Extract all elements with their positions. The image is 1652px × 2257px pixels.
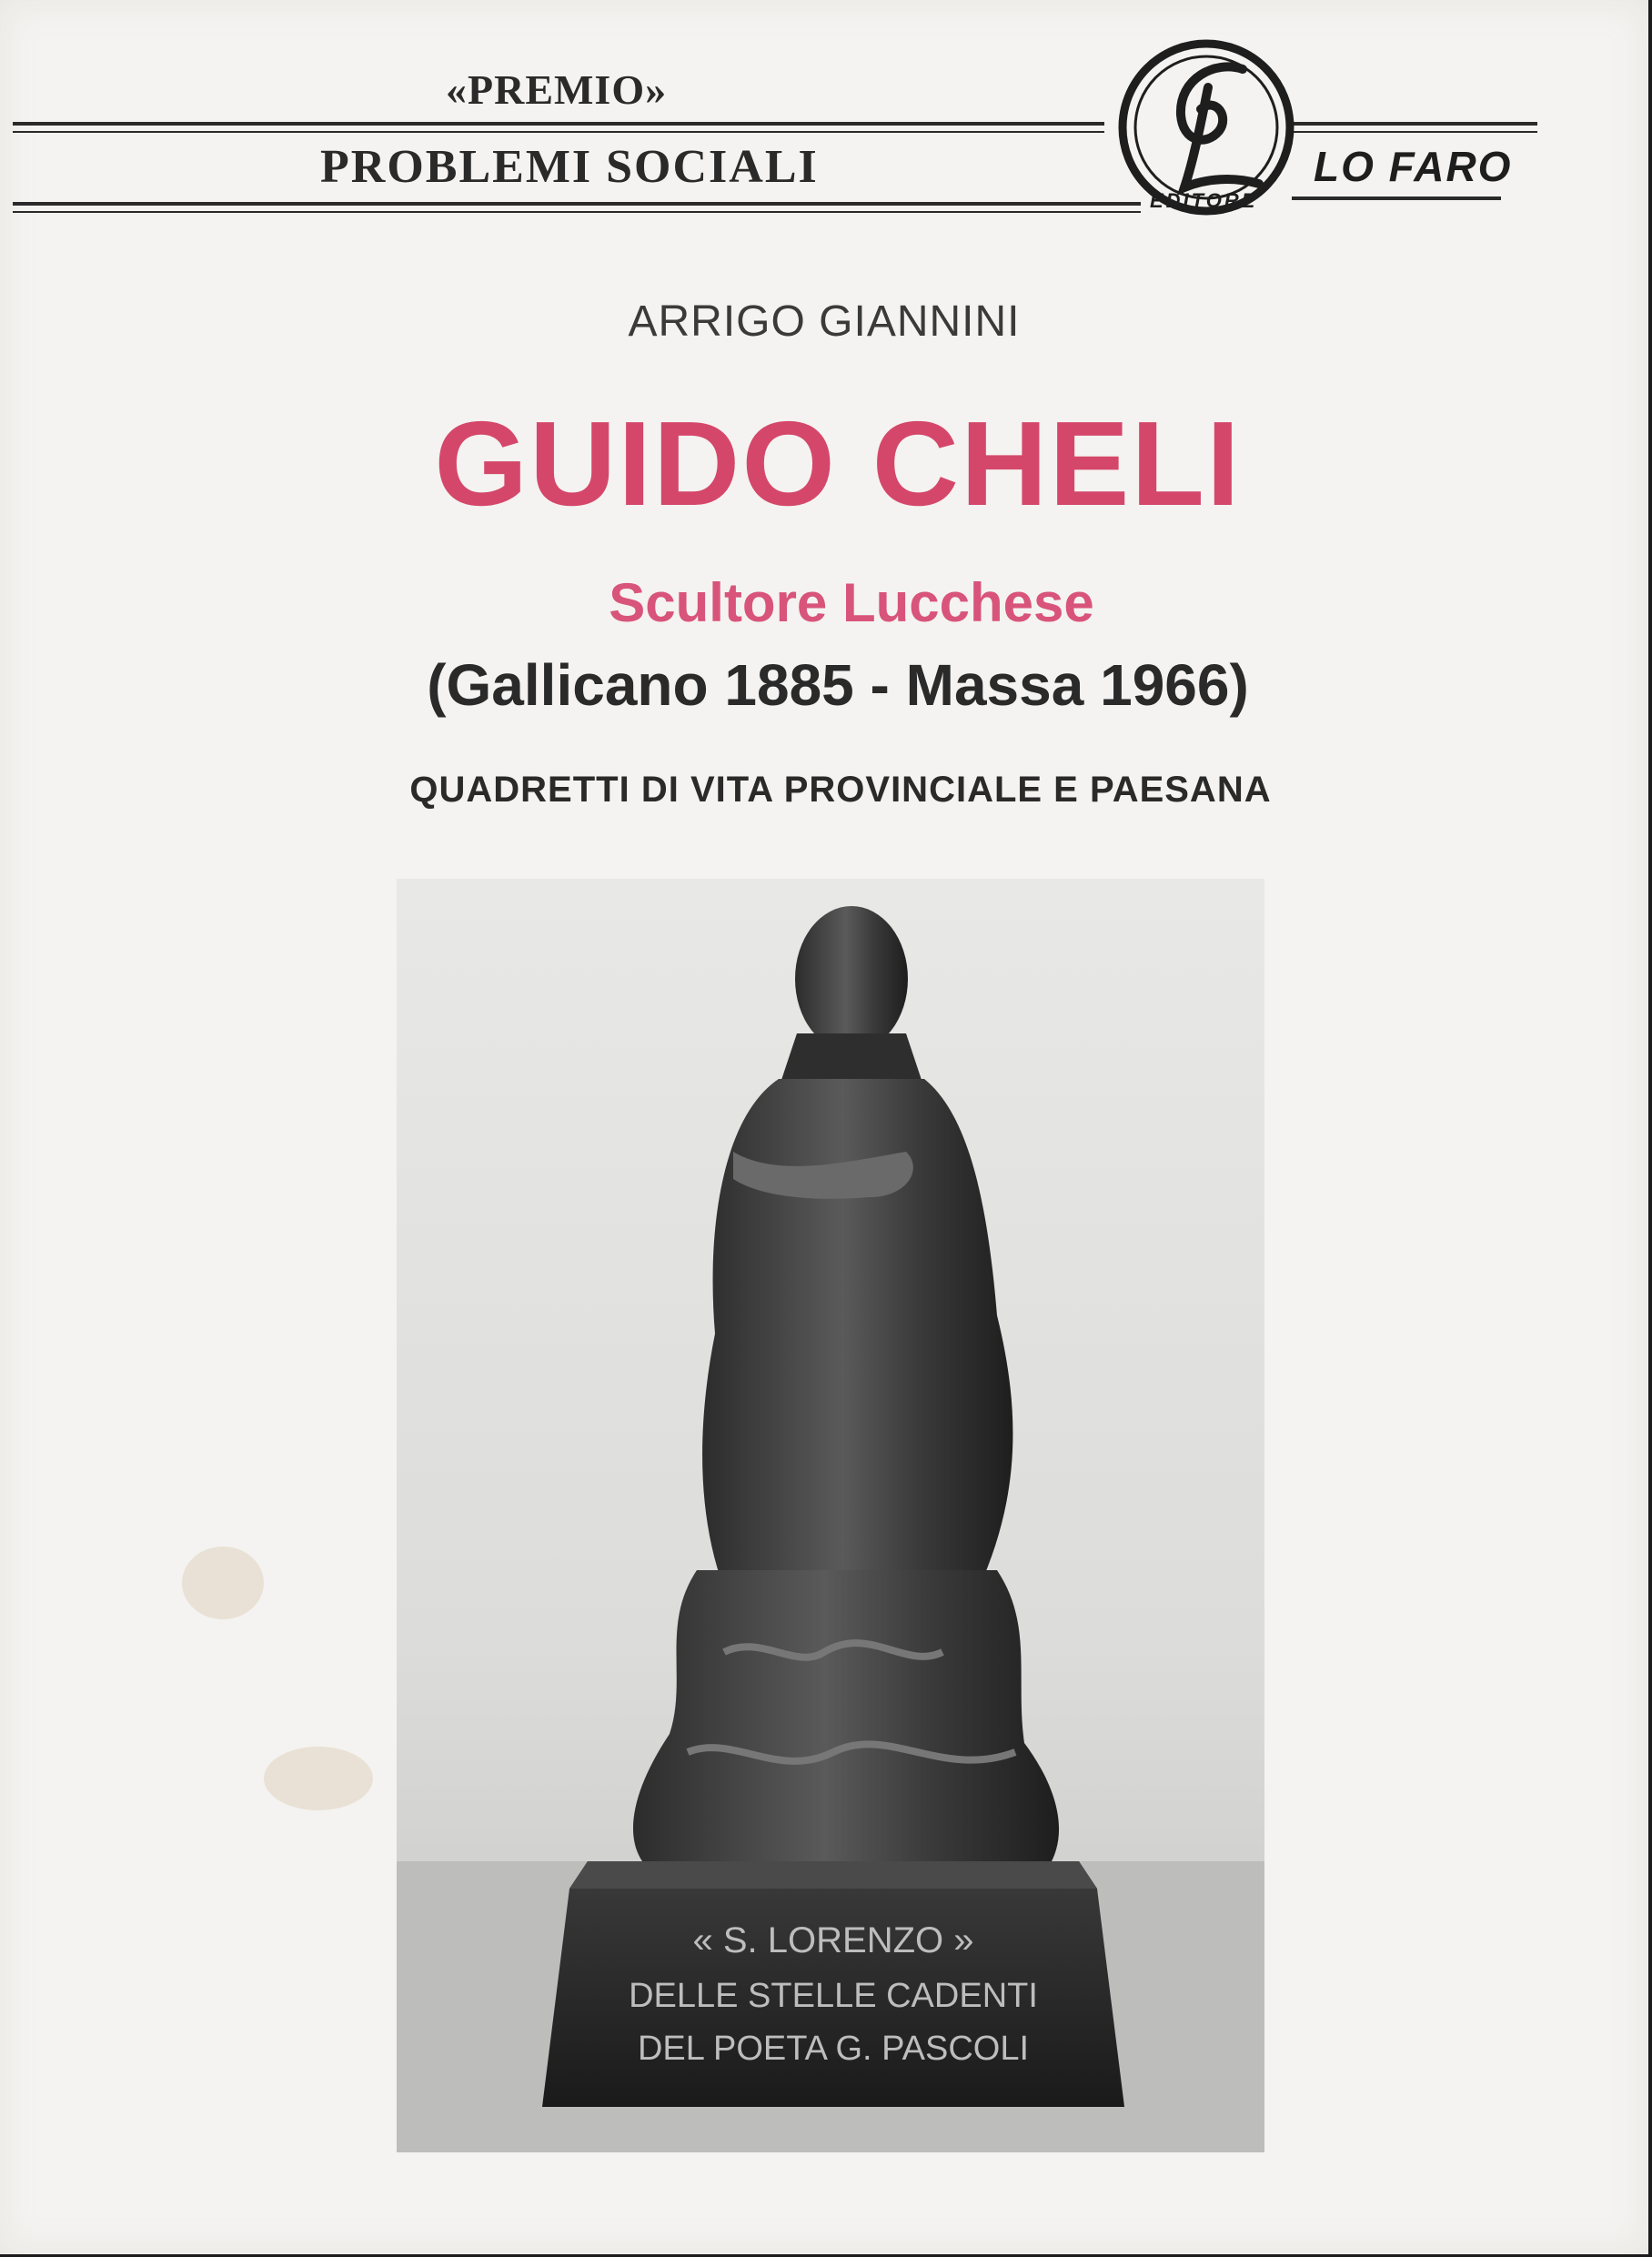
inscription-line-1: « S. LORENZO » bbox=[692, 1920, 974, 1960]
header-rule-top bbox=[13, 122, 1104, 126]
author-name: ARRIGO GIANNINI bbox=[628, 297, 1021, 346]
inscription-line-2: DELLE STELLE CADENTI bbox=[629, 1977, 1038, 2015]
publisher-name: LO FARO bbox=[1314, 143, 1513, 190]
header-rule-bottom-thin bbox=[13, 211, 1141, 213]
book-dates: (Gallicano 1885 - Massa 1966) bbox=[427, 652, 1249, 718]
stain bbox=[182, 1547, 264, 1619]
header-rule-right bbox=[1292, 122, 1537, 126]
header-rule-right-thin bbox=[1292, 131, 1537, 133]
stain bbox=[264, 1747, 373, 1810]
book-title: GUIDO CHELI bbox=[434, 397, 1242, 530]
header-rule-bottom bbox=[13, 202, 1141, 206]
statue-photo bbox=[397, 879, 1264, 2152]
statue-illustration bbox=[397, 879, 1264, 2152]
book-subtitle: Scultore Lucchese bbox=[609, 572, 1094, 633]
book-tagline: QUADRETTI DI VITA PROVINCIALE E PAESANA bbox=[409, 770, 1272, 810]
series-label: PROBLEMI SOCIALI bbox=[320, 141, 819, 193]
header-rule-top-thin bbox=[13, 131, 1104, 133]
premio-label: «PREMIO» bbox=[446, 66, 668, 113]
publisher-label: EDITORE bbox=[1150, 189, 1258, 212]
inscription-line-3: DEL POETA G. PASCOLI bbox=[637, 2030, 1030, 2068]
